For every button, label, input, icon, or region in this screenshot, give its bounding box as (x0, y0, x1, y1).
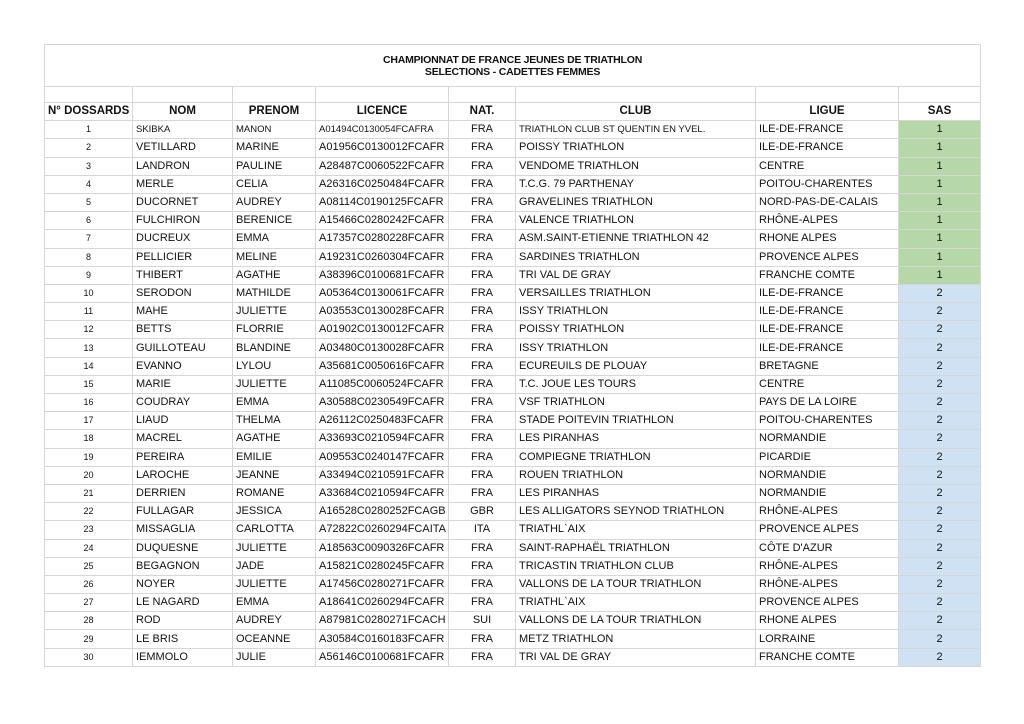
prenom-cell: PAULINE (233, 157, 316, 175)
ligue-cell: NORMANDIE (756, 484, 899, 502)
sas-cell: 1 (899, 266, 981, 284)
prenom-cell: MARINE (233, 139, 316, 157)
nom-cell: NOYER (133, 575, 233, 593)
prenom-cell: THELMA (233, 412, 316, 430)
dossard-cell: 23 (45, 521, 133, 539)
sas-cell: 2 (899, 630, 981, 648)
dossard-cell: 3 (45, 157, 133, 175)
club-cell: VERSAILLES TRIATHLON (516, 284, 756, 302)
dossard-cell: 28 (45, 612, 133, 630)
header-nat: NAT. (449, 103, 516, 121)
dossard-cell: 1 (45, 121, 133, 139)
nat-cell: FRA (449, 339, 516, 357)
nat-cell: FRA (449, 284, 516, 302)
prenom-cell: CELIA (233, 175, 316, 193)
header-row (45, 103, 981, 121)
club-cell: LES PIRANHAS (516, 430, 756, 448)
sas-cell: 1 (899, 121, 981, 139)
table-row (45, 321, 981, 339)
prenom-cell: OCEANNE (233, 630, 316, 648)
table-row (45, 612, 981, 630)
nat-cell: FRA (449, 448, 516, 466)
ligue-cell: RHÔNE-ALPES (756, 575, 899, 593)
sas-cell: 1 (899, 139, 981, 157)
header-ligue: LIGUE (756, 103, 899, 121)
nom-cell: MACREL (133, 430, 233, 448)
ligue-cell: PROVENCE ALPES (756, 521, 899, 539)
ligue-cell: CENTRE (756, 157, 899, 175)
sas-cell: 2 (899, 357, 981, 375)
header-nom: NOM (133, 103, 233, 121)
sas-cell: 2 (899, 557, 981, 575)
prenom-cell: EMILIE (233, 448, 316, 466)
dossard-cell: 21 (45, 484, 133, 502)
licence-cell: A30588C0230549FCAFR (316, 394, 449, 412)
licence-cell: A05364C0130061FCAFR (316, 284, 449, 302)
nom-cell: PELLICIER (133, 248, 233, 266)
ligue-cell: BRETAGNE (756, 357, 899, 375)
licence-cell: A17456C0280271FCAFR (316, 575, 449, 593)
club-cell: T.C. JOUE LES TOURS (516, 375, 756, 393)
table-row (45, 594, 981, 612)
club-cell: ISSY TRIATHLON (516, 339, 756, 357)
dossard-cell: 20 (45, 466, 133, 484)
title-row (45, 45, 981, 87)
sas-cell: 2 (899, 648, 981, 666)
nat-cell: FRA (449, 394, 516, 412)
sas-cell: 2 (899, 284, 981, 302)
table-row (45, 575, 981, 593)
dossard-cell: 27 (45, 594, 133, 612)
dossard-cell: 26 (45, 575, 133, 593)
dossard-cell: 2 (45, 139, 133, 157)
dossard-cell: 29 (45, 630, 133, 648)
prenom-cell: EMMA (233, 230, 316, 248)
table-row (45, 648, 981, 666)
nom-cell: DUCORNET (133, 193, 233, 211)
prenom-cell: JADE (233, 557, 316, 575)
prenom-cell: JULIETTE (233, 303, 316, 321)
table-row (45, 539, 981, 557)
prenom-cell: BERENICE (233, 212, 316, 230)
licence-cell: A33494C0210591FCAFR (316, 466, 449, 484)
table-row (45, 375, 981, 393)
sas-cell: 2 (899, 466, 981, 484)
sas-cell: 2 (899, 375, 981, 393)
club-cell: COMPIEGNE TRIATHLON (516, 448, 756, 466)
sas-cell: 1 (899, 157, 981, 175)
nat-cell: FRA (449, 193, 516, 211)
nom-cell: FULLAGAR (133, 503, 233, 521)
club-cell: ROUEN TRIATHLON (516, 466, 756, 484)
ligue-cell: RHÔNE-ALPES (756, 557, 899, 575)
ligue-cell: ILE-DE-FRANCE (756, 121, 899, 139)
nat-cell: FRA (449, 575, 516, 593)
ligue-cell: ILE-DE-FRANCE (756, 303, 899, 321)
table-row (45, 466, 981, 484)
licence-cell: A33693C0210594FCAFR (316, 430, 449, 448)
club-cell: GRAVELINES TRIATHLON (516, 193, 756, 211)
sas-cell: 1 (899, 230, 981, 248)
club-cell: ASM.SAINT-ETIENNE TRIATHLON 42 (516, 230, 756, 248)
sas-cell: 2 (899, 303, 981, 321)
licence-cell: A01956C0130012FCAFR (316, 139, 449, 157)
club-cell: VALENCE TRIATHLON (516, 212, 756, 230)
prenom-cell: AUDREY (233, 612, 316, 630)
table-row (45, 394, 981, 412)
ligue-cell: RHONE ALPES (756, 612, 899, 630)
ligue-cell: ILE-DE-FRANCE (756, 321, 899, 339)
nat-cell: FRA (449, 375, 516, 393)
club-cell: VALLONS DE LA TOUR TRIATHLON (516, 575, 756, 593)
dossard-cell: 13 (45, 339, 133, 357)
header-sas: SAS (899, 103, 981, 121)
ligue-cell: PROVENCE ALPES (756, 248, 899, 266)
prenom-cell: FLORRIE (233, 321, 316, 339)
licence-cell: A56146C0100681FCAFR (316, 648, 449, 666)
club-cell: POISSY TRIATHLON (516, 321, 756, 339)
sas-cell: 2 (899, 575, 981, 593)
club-cell: SAINT-RAPHAËL TRIATHLON (516, 539, 756, 557)
club-cell: LES ALLIGATORS SEYNOD TRIATHLON (516, 503, 756, 521)
sas-cell: 1 (899, 175, 981, 193)
ligue-cell: POITOU-CHARENTES (756, 175, 899, 193)
nat-cell: FRA (449, 357, 516, 375)
prenom-cell: AUDREY (233, 193, 316, 211)
nat-cell: FRA (449, 212, 516, 230)
ligue-cell: RHÔNE-ALPES (756, 503, 899, 521)
nom-cell: DERRIEN (133, 484, 233, 502)
nom-cell: VETILLARD (133, 139, 233, 157)
table-row (45, 630, 981, 648)
club-cell: TRICASTIN TRIATHLON CLUB (516, 557, 756, 575)
ligue-cell: ILE-DE-FRANCE (756, 339, 899, 357)
licence-cell: A30584C0160183FCAFR (316, 630, 449, 648)
prenom-cell: MATHILDE (233, 284, 316, 302)
licence-cell: A18563C0090326FCAFR (316, 539, 449, 557)
nat-cell: FRA (449, 175, 516, 193)
licence-cell: A03553C0130028FCAFR (316, 303, 449, 321)
ligue-cell: ILE-DE-FRANCE (756, 284, 899, 302)
ligue-cell: LORRAINE (756, 630, 899, 648)
sas-cell: 2 (899, 448, 981, 466)
dossard-cell: 24 (45, 539, 133, 557)
dossard-cell: 7 (45, 230, 133, 248)
club-cell: ISSY TRIATHLON (516, 303, 756, 321)
club-cell: SARDINES TRIATHLON (516, 248, 756, 266)
ligue-cell: CENTRE (756, 375, 899, 393)
prenom-cell: JESSICA (233, 503, 316, 521)
dossard-cell: 30 (45, 648, 133, 666)
table-row (45, 357, 981, 375)
dossard-cell: 18 (45, 430, 133, 448)
sas-cell: 2 (899, 503, 981, 521)
ligue-cell: RHÔNE-ALPES (756, 212, 899, 230)
sas-cell: 2 (899, 430, 981, 448)
header-dossards: N° DOSSARDS (45, 103, 133, 121)
licence-cell: A09553C0240147FCAFR (316, 448, 449, 466)
table-row (45, 448, 981, 466)
prenom-cell: JULIETTE (233, 575, 316, 593)
dossard-cell: 4 (45, 175, 133, 193)
ligue-cell: RHONE ALPES (756, 230, 899, 248)
prenom-cell: EMMA (233, 394, 316, 412)
dossard-cell: 5 (45, 193, 133, 211)
club-cell: VALLONS DE LA TOUR TRIATHLON (516, 612, 756, 630)
club-cell: TRI VAL DE GRAY (516, 648, 756, 666)
title-line-2: SELECTIONS - CADETTES FEMMES (424, 65, 601, 78)
licence-cell: A28487C0060522FCAFR (316, 157, 449, 175)
ligue-cell: ILE-DE-FRANCE (756, 139, 899, 157)
licence-cell: A19231C0260304FCAFR (316, 248, 449, 266)
spacer-row (45, 87, 981, 103)
header-licence: LICENCE (316, 103, 449, 121)
sas-cell: 1 (899, 248, 981, 266)
sas-cell: 2 (899, 339, 981, 357)
licence-cell: A72822C0260294FCAITA (316, 521, 449, 539)
club-cell: TRIATHL`AIX (516, 521, 756, 539)
nom-cell: BETTS (133, 321, 233, 339)
nat-cell: FRA (449, 594, 516, 612)
table-row (45, 212, 981, 230)
club-cell: VENDOME TRIATHLON (516, 157, 756, 175)
prenom-cell: LYLOU (233, 357, 316, 375)
nom-cell: EVANNO (133, 357, 233, 375)
ligue-cell: PROVENCE ALPES (756, 594, 899, 612)
nat-cell: FRA (449, 266, 516, 284)
ligue-cell: NORMANDIE (756, 430, 899, 448)
table-row (45, 193, 981, 211)
nom-cell: MERLE (133, 175, 233, 193)
nom-cell: ROD (133, 612, 233, 630)
prenom-cell: JULIE (233, 648, 316, 666)
nat-cell: FRA (449, 539, 516, 557)
table-row (45, 157, 981, 175)
nat-cell: FRA (449, 157, 516, 175)
ligue-cell: NORD-PAS-DE-CALAIS (756, 193, 899, 211)
ligue-cell: NORMANDIE (756, 466, 899, 484)
table-row (45, 521, 981, 539)
nom-cell: LIAUD (133, 412, 233, 430)
licence-cell: A35681C0050616FCAFR (316, 357, 449, 375)
header-prenom: PRENOM (233, 103, 316, 121)
table-row (45, 412, 981, 430)
licence-cell: A01494C0130054FCAFRA (316, 121, 449, 139)
dossard-cell: 10 (45, 284, 133, 302)
dossard-cell: 22 (45, 503, 133, 521)
prenom-cell: CARLOTTA (233, 521, 316, 539)
sas-cell: 1 (899, 193, 981, 211)
dossard-cell: 17 (45, 412, 133, 430)
nat-cell: FRA (449, 430, 516, 448)
licence-cell: A26316C0250484FCAFR (316, 175, 449, 193)
dossard-cell: 25 (45, 557, 133, 575)
sas-cell: 2 (899, 394, 981, 412)
nat-cell: FRA (449, 630, 516, 648)
selection-table (44, 44, 981, 667)
club-cell: POISSY TRIATHLON (516, 139, 756, 157)
table-row (45, 266, 981, 284)
nat-cell: FRA (449, 303, 516, 321)
prenom-cell: BLANDINE (233, 339, 316, 357)
ligue-cell: PICARDIE (756, 448, 899, 466)
dossard-cell: 14 (45, 357, 133, 375)
nat-cell: SUI (449, 612, 516, 630)
nom-cell: PEREIRA (133, 448, 233, 466)
table-row (45, 484, 981, 502)
table-row (45, 557, 981, 575)
nom-cell: MISSAGLIA (133, 521, 233, 539)
sas-cell: 2 (899, 594, 981, 612)
ligue-cell: FRANCHE COMTE (756, 648, 899, 666)
table-row (45, 175, 981, 193)
table-row (45, 303, 981, 321)
dossard-cell: 15 (45, 375, 133, 393)
nom-cell: DUQUESNE (133, 539, 233, 557)
club-cell: LES PIRANHAS (516, 484, 756, 502)
table-row (45, 430, 981, 448)
nom-cell: SERODON (133, 284, 233, 302)
licence-cell: A17357C0280228FCAFR (316, 230, 449, 248)
sas-cell: 2 (899, 412, 981, 430)
nom-cell: LE BRIS (133, 630, 233, 648)
sas-cell: 2 (899, 612, 981, 630)
header-club: CLUB (516, 103, 756, 121)
nat-cell: FRA (449, 248, 516, 266)
nom-cell: MAHE (133, 303, 233, 321)
dossard-cell: 19 (45, 448, 133, 466)
nom-cell: LE NAGARD (133, 594, 233, 612)
table-row (45, 139, 981, 157)
club-cell: T.C.G. 79 PARTHENAY (516, 175, 756, 193)
table-row (45, 121, 981, 139)
licence-cell: A08114C0190125FCAFR (316, 193, 449, 211)
nom-cell: IEMMOLO (133, 648, 233, 666)
nat-cell: FRA (449, 139, 516, 157)
table-row (45, 284, 981, 302)
document-title (45, 45, 981, 87)
table-row (45, 339, 981, 357)
licence-cell: A18641C0260294FCAFR (316, 594, 449, 612)
dossard-cell: 6 (45, 212, 133, 230)
nom-cell: LANDRON (133, 157, 233, 175)
prenom-cell: MELINE (233, 248, 316, 266)
spreadsheet (44, 44, 980, 667)
licence-cell: A38396C0100681FCAFR (316, 266, 449, 284)
prenom-cell: AGATHE (233, 266, 316, 284)
licence-cell: A26112C0250483FCAFR (316, 412, 449, 430)
club-cell: VSF TRIATHLON (516, 394, 756, 412)
ligue-cell: FRANCHE COMTE (756, 266, 899, 284)
dossard-cell: 11 (45, 303, 133, 321)
nom-cell: THIBERT (133, 266, 233, 284)
prenom-cell: EMMA (233, 594, 316, 612)
sas-cell: 2 (899, 321, 981, 339)
nat-cell: FRA (449, 648, 516, 666)
club-cell: TRIATHL`AIX (516, 594, 756, 612)
licence-cell: A15821C0280245FCAFR (316, 557, 449, 575)
nom-cell: FULCHIRON (133, 212, 233, 230)
table-row (45, 230, 981, 248)
nat-cell: FRA (449, 412, 516, 430)
dossard-cell: 8 (45, 248, 133, 266)
nom-cell: COUDRAY (133, 394, 233, 412)
table-row (45, 503, 981, 521)
sas-cell: 2 (899, 484, 981, 502)
club-cell: TRI VAL DE GRAY (516, 266, 756, 284)
prenom-cell: MANON (233, 121, 316, 139)
licence-cell: A87981C0280271FCACH (316, 612, 449, 630)
ligue-cell: POITOU-CHARENTES (756, 412, 899, 430)
club-cell: TRIATHLON CLUB ST QUENTIN EN YVEL. (516, 121, 756, 139)
ligue-cell: CÔTE D'AZUR (756, 539, 899, 557)
table-row (45, 248, 981, 266)
nom-cell: DUCREUX (133, 230, 233, 248)
nat-cell: FRA (449, 121, 516, 139)
licence-cell: A03480C0130028FCAFR (316, 339, 449, 357)
nom-cell: LAROCHE (133, 466, 233, 484)
prenom-cell: AGATHE (233, 430, 316, 448)
sas-cell: 2 (899, 539, 981, 557)
nat-cell: FRA (449, 466, 516, 484)
nat-cell: ITA (449, 521, 516, 539)
club-cell: STADE POITEVIN TRIATHLON (516, 412, 756, 430)
sas-cell: 1 (899, 212, 981, 230)
licence-cell: A01902C0130012FCAFR (316, 321, 449, 339)
dossard-cell: 16 (45, 394, 133, 412)
dossard-cell: 12 (45, 321, 133, 339)
licence-cell: A11085C0060524FCAFR (316, 375, 449, 393)
club-cell: METZ TRIATHLON (516, 630, 756, 648)
licence-cell: A33684C0210594FCAFR (316, 484, 449, 502)
nom-cell: SKIBKA (133, 121, 233, 139)
dossard-cell: 9 (45, 266, 133, 284)
licence-cell: A15466C0280242FCAFR (316, 212, 449, 230)
ligue-cell: PAYS DE LA LOIRE (756, 394, 899, 412)
licence-cell: A16528C0280252FCAGB (316, 503, 449, 521)
prenom-cell: ROMANE (233, 484, 316, 502)
nom-cell: MARIE (133, 375, 233, 393)
nat-cell: FRA (449, 230, 516, 248)
nom-cell: BEGAGNON (133, 557, 233, 575)
prenom-cell: JEANNE (233, 466, 316, 484)
nat-cell: FRA (449, 484, 516, 502)
nat-cell: FRA (449, 321, 516, 339)
title-line-1: CHAMPIONNAT DE FRANCE JEUNES DE TRIATHLON (382, 53, 643, 66)
sas-cell: 2 (899, 521, 981, 539)
prenom-cell: JULIETTE (233, 375, 316, 393)
club-cell: ECUREUILS DE PLOUAY (516, 357, 756, 375)
nat-cell: FRA (449, 557, 516, 575)
prenom-cell: JULIETTE (233, 539, 316, 557)
nat-cell: GBR (449, 503, 516, 521)
nom-cell: GUILLOTEAU (133, 339, 233, 357)
